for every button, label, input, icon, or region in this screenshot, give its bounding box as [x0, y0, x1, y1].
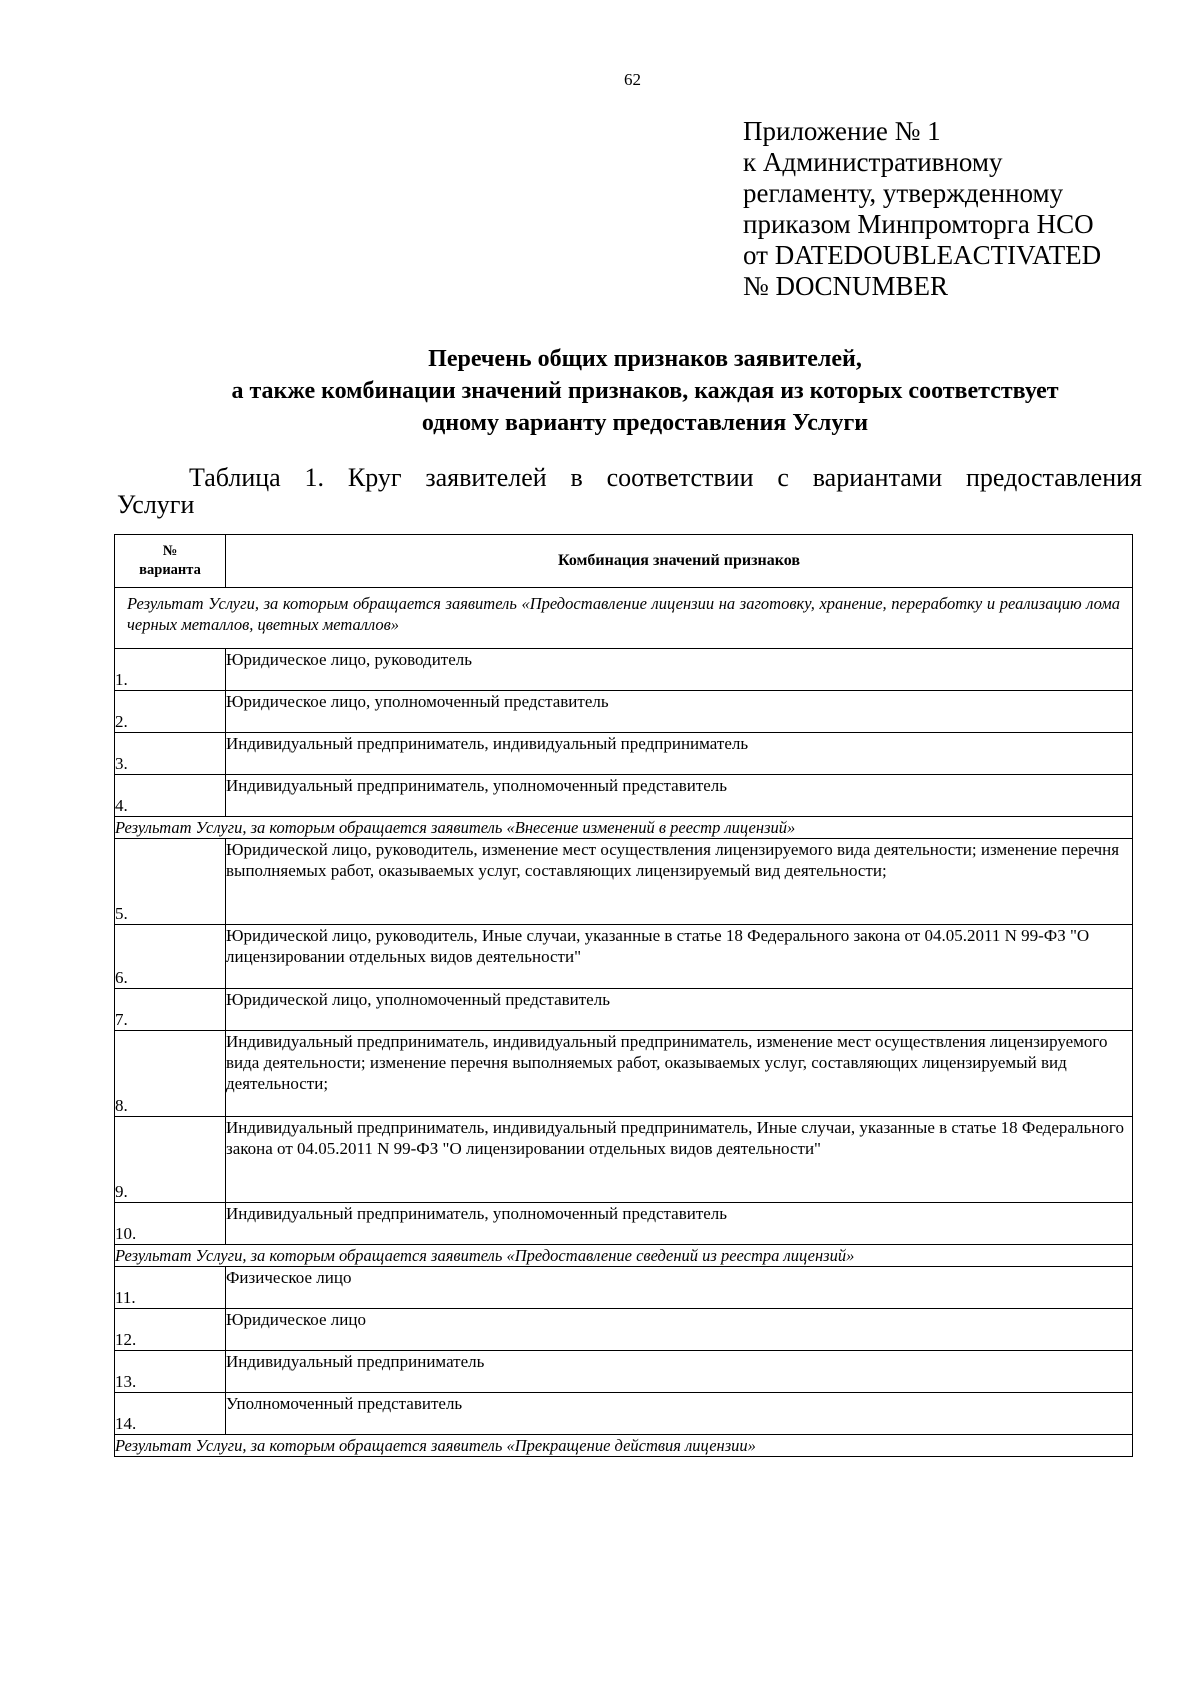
variant-number: 10.: [115, 1203, 226, 1245]
appendix-line: регламенту, утвержденному: [743, 178, 1064, 208]
section-result: Результат Услуги, за которым обращается заявитель «Прекращение действия лицензии»: [115, 1435, 1133, 1457]
page-number: 62: [624, 70, 641, 89]
table-row: [115, 733, 1133, 775]
variant-combination: Индивидуальный предприниматель, индивидуальный предприниматель, Иные случаи, указанные в статье 18 Федерального закона от 04.05.2011 N 99-ФЗ "О лицензировании отдельных видов деятельности": [226, 1117, 1133, 1203]
section-row: [115, 817, 1133, 839]
appendix-line: от DATEDOUBLEACTIVATED: [743, 240, 1102, 270]
appendix-line: Приложение № 1: [743, 116, 941, 146]
variant-number: 8.: [115, 1031, 226, 1117]
table-header-row: [115, 535, 1133, 588]
variant-combination: Индивидуальный предприниматель, уполномоченный представитель: [226, 1203, 1133, 1245]
variant-number: 13.: [115, 1351, 226, 1393]
variant-number: 4.: [115, 775, 226, 817]
variant-number: 5.: [115, 839, 226, 925]
table-row: [115, 1351, 1133, 1393]
table-row: [115, 691, 1133, 733]
table-row: [115, 1203, 1133, 1245]
variant-number: 2.: [115, 691, 226, 733]
header-num-symbol: №: [162, 543, 178, 559]
variant-number: 11.: [115, 1267, 226, 1309]
variant-combination: Юридической лицо, руководитель, изменение мест осуществления лицензируемого вида деятельности; изменение перечня выполняемых работ, оказываемых услуг, составляющих лицензируемый вид деятельности;: [226, 839, 1133, 925]
table-row: [115, 1267, 1133, 1309]
section-row: [115, 1245, 1133, 1267]
variant-number: 14.: [115, 1393, 226, 1435]
table-caption-line-1: Таблица 1. Круг заявителей в соответствии с вариантами предоставления: [189, 463, 1142, 492]
title-line: а также комбинации значений признаков, каждая из которых соответствует: [231, 378, 1059, 404]
table-row: [115, 839, 1133, 925]
variant-combination: Индивидуальный предприниматель, уполномоченный представитель: [226, 775, 1133, 817]
table-caption: [117, 464, 1142, 518]
section-row: [115, 1435, 1133, 1457]
variant-combination: Юридической лицо, руководитель, Иные случаи, указанные в статье 18 Федерального закона от 04.05.2011 N 99-ФЗ "О лицензировании отдельных видов деятельности": [226, 925, 1133, 989]
variant-combination: Уполномоченный представитель: [226, 1393, 1133, 1435]
variant-number: 9.: [115, 1117, 226, 1203]
title-line: одному варианту предоставления Услуги: [421, 410, 869, 436]
header-variant-number: [115, 535, 226, 588]
header-num-word: варианта: [139, 562, 201, 578]
variant-combination: Индивидуальный предприниматель: [226, 1351, 1133, 1393]
document-title: [90, 343, 1200, 439]
appendix-line: приказом Минпромторга НСО: [743, 209, 1094, 239]
variant-number: 3.: [115, 733, 226, 775]
variant-number: 1.: [115, 649, 226, 691]
table-row: [115, 775, 1133, 817]
title-line: Перечень общих признаков заявителей,: [428, 346, 862, 372]
variant-combination: Индивидуальный предприниматель, индивидуальный предприниматель: [226, 733, 1133, 775]
section-result: Результат Услуги, за которым обращается заявитель «Внесение изменений в реестр лицензий»: [115, 817, 1133, 839]
variant-combination: Юридическое лицо: [226, 1309, 1133, 1351]
table-row: [115, 1031, 1133, 1117]
variant-number: 7.: [115, 989, 226, 1031]
appendix-block: [743, 116, 1183, 302]
variant-combination: Индивидуальный предприниматель, индивидуальный предприниматель, изменение мест осуществления лицензируемого вида деятельности; изменение перечня выполняемых работ, оказываемых услуг, составляющих лицензируемый вид деятельности;: [226, 1031, 1133, 1117]
header-combination: Комбинация значений признаков: [226, 535, 1133, 588]
section-result: Результат Услуги, за которым обращается заявитель «Предоставление лицензии на заготовку, хранение, переработку и реализацию лома черных металлов, цветных металлов»: [115, 588, 1133, 649]
table-row: [115, 989, 1133, 1031]
table-row: [115, 1117, 1133, 1203]
variant-combination: Физическое лицо: [226, 1267, 1133, 1309]
variant-combination: Юридической лицо, уполномоченный представитель: [226, 989, 1133, 1031]
table-row: [115, 1393, 1133, 1435]
appendix-line: к Административному: [743, 147, 1003, 177]
appendix-line: № DOCNUMBER: [743, 271, 949, 301]
variant-combination: Юридическое лицо, уполномоченный представитель: [226, 691, 1133, 733]
variant-number: 12.: [115, 1309, 226, 1351]
table-caption-line-2: Услуги: [117, 490, 195, 519]
table-row: [115, 1309, 1133, 1351]
table-row: [115, 649, 1133, 691]
applicants-table: [114, 534, 1133, 1457]
variant-combination: Юридическое лицо, руководитель: [226, 649, 1133, 691]
section-result: Результат Услуги, за которым обращается заявитель «Предоставление сведений из реестра лицензий»: [115, 1245, 1133, 1267]
table-row: [115, 925, 1133, 989]
section-row: [115, 588, 1133, 649]
variant-number: 6.: [115, 925, 226, 989]
